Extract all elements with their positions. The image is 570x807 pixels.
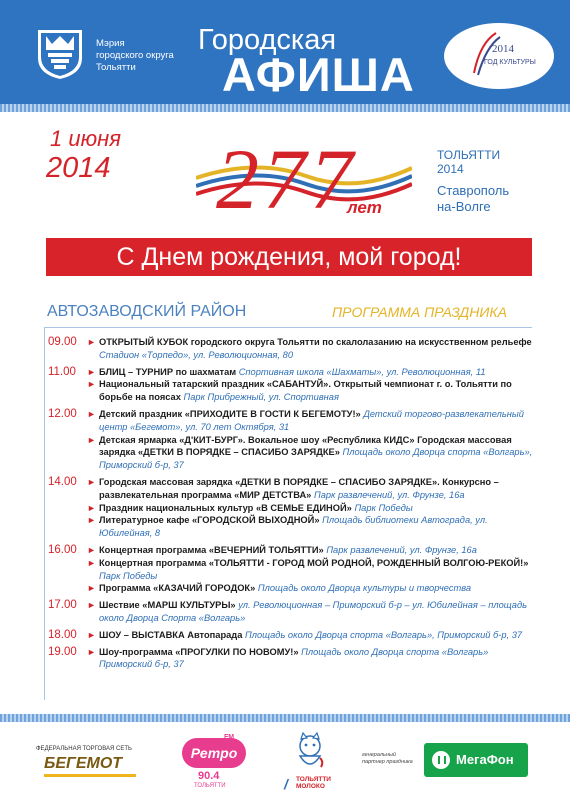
bullet-icon: ► (87, 646, 96, 657)
mayor-line: Тольятти (96, 62, 136, 73)
item-place: Площадь около Дворца спорта «Волгарь», Приморский б-р, 37 (99, 447, 533, 471)
schedule-item (87, 366, 534, 379)
item-title: Шоу-программа «ПРОГУЛКИ ПО НОВОМУ!» (99, 646, 299, 657)
item-place: Парк Победы (354, 502, 413, 513)
slot-time: 19.00 (48, 645, 77, 658)
general-partner-caption (362, 752, 422, 772)
cat-mascot-icon (290, 732, 330, 772)
item-place: Спортивная школа «Шахматы», ул. Революционная, 11 (238, 366, 486, 377)
item-title: Детский праздник «ПРИХОДИТЕ В ГОСТИ К БЕГЕМОТУ!» (99, 408, 361, 419)
schedule-top-rule (44, 327, 532, 328)
old-name-line2: на-Волге (437, 199, 491, 214)
old-name-line1: Ставрополь (437, 183, 510, 198)
begemot-name: БЕГЕМОТ (44, 755, 123, 772)
milk-brand (296, 776, 331, 790)
megafon-logo-icon (432, 751, 450, 769)
partner-line2: партнер праздника (362, 759, 413, 765)
retro-fm: FM (224, 734, 235, 741)
bullet-icon: ► (87, 600, 96, 611)
schedule-item (87, 599, 534, 625)
schedule-item (87, 629, 534, 642)
bullet-icon: ► (87, 629, 96, 640)
bullet-icon: ► (87, 408, 96, 419)
schedule-slot (44, 336, 534, 362)
schedule-slot (44, 476, 534, 540)
bullet-icon: ► (87, 515, 96, 526)
item-place: Площадь около Дворца спорта «Волгарь», Приморский б-р, 37 (244, 629, 523, 640)
sponsor-retro-fm (182, 734, 252, 796)
sponsor-tolyatti-milk (278, 732, 348, 796)
item-title: Концертная программа «ТОЛЬЯТТИ - ГОРОД МОЙ РОДНОЙ, РОЖДЕННЫЙ ВОЛГОЮ-РЕКОЙ!» (99, 557, 529, 568)
footer-divider (0, 714, 570, 722)
sponsor-megafon (424, 743, 528, 777)
schedule-item (87, 336, 534, 362)
culture-swoosh-icon (444, 23, 554, 89)
item-title: Национальный татарский праздник «САБАНТУЙ». Открытый чемпионат г. о. Тольятти по борьбе на поясах (99, 379, 512, 403)
bullet-icon: ► (87, 434, 96, 445)
schedule-item (87, 476, 534, 502)
sponsor-begemot (36, 746, 154, 786)
schedule-slot (44, 629, 534, 642)
slot-time: 09.00 (48, 336, 77, 348)
item-place: ул. Революционная – Приморский б-р – ул. Юбилейная – площадь около Дворца Спорта «Волгарь» (99, 600, 527, 623)
slot-time: 14.00 (48, 475, 77, 488)
slot-time: 16.00 (48, 543, 77, 556)
item-place: Площадь около Дворца спорта «Волгарь» Приморский б-р, 37 (99, 646, 489, 670)
banner-text: С Днем рождения, мой город! (116, 243, 462, 271)
milk-name-line1: ТОЛЬЯТТИ (296, 776, 331, 783)
partner-line1: генеральный (362, 752, 396, 758)
item-title: ШОУ – ВЫСТАВКА Автопарада (99, 629, 243, 640)
schedule-item (87, 514, 534, 540)
bullet-icon: ► (87, 366, 96, 377)
city-crest-icon (36, 28, 84, 80)
slot-time: 18.00 (48, 628, 77, 641)
schedule-item (87, 502, 534, 515)
schedule-item (87, 408, 534, 434)
schedule-slot (44, 408, 534, 472)
bullet-icon: ► (87, 502, 96, 513)
schedule-item (87, 544, 534, 557)
retro-frequency: 90.4 (198, 770, 220, 782)
item-title: Шествие «МАРШ КУЛЬТУРЫ» (99, 600, 236, 611)
sponsors-footer (0, 722, 570, 807)
milk-name-line2: МОЛОКО (296, 783, 325, 790)
culture-year: 2014 (492, 43, 514, 55)
item-place: Парк развлечений, ул. Фрунзе, 16а (326, 544, 477, 555)
begemot-caption: ФЕДЕРАЛЬНАЯ ТОРГОВАЯ СЕТЬ (36, 746, 132, 752)
schedule-slot (44, 599, 534, 625)
bullet-icon: ► (87, 557, 96, 568)
bullet-icon: ► (87, 544, 96, 555)
district-title: АВТОЗАВОДСКИЙ РАЙОН (47, 303, 247, 320)
item-place: Площадь около Дворца культуры и творчества (257, 583, 472, 594)
slot-time: 11.00 (48, 365, 76, 378)
schedule-item (87, 434, 534, 472)
culture-name: ГОД КУЛЬТУРЫ (484, 59, 536, 66)
bullet-icon: ► (87, 379, 96, 390)
birthday-banner (46, 238, 532, 276)
bullet-icon: ► (87, 476, 96, 487)
schedule-item (87, 557, 534, 583)
item-place: Парк Прибрежный, ул. Спортивная (183, 392, 339, 403)
item-title: Литературное кафе «ГОРОДСКОЙ ВЫХОДНОЙ» (99, 515, 320, 526)
header (0, 0, 570, 106)
schedule-slot (44, 544, 534, 595)
item-title: ОТКРЫТЫЙ КУБОК городского округа Тольятти по скалолазанию на искусственном рельефе (99, 337, 532, 347)
city-year: 2014 (437, 162, 464, 176)
milk-mark-icon: / (284, 776, 288, 792)
megafon-name: МегаФон (456, 752, 514, 767)
item-title: Городская массовая зарядка «ДЕТКИ В ПОРЯДКЕ – СПАСИБО ЗАРЯДКЕ». Конкурсно – развлекательная программа «МИР ДЕТСТВА» (99, 476, 499, 500)
begemot-underline (44, 774, 136, 777)
retro-city: ТОЛЬЯТТИ (194, 783, 226, 789)
schedule-item (87, 378, 534, 404)
item-title: Концертная программа «ВЕЧЕРНИЙ ТОЛЬЯТТИ» (99, 544, 324, 555)
mayor-caption (96, 38, 196, 74)
mayor-line: Мэрия (96, 38, 125, 49)
item-place: Площадь библиотеки Автограда, ул. Юбилейная, 8 (99, 515, 488, 539)
event-day: 1 июня (50, 126, 121, 151)
item-title: БЛИЦ – ТУРНИР по шахматам (99, 366, 237, 377)
year-of-culture-logo (444, 23, 554, 89)
item-place: Детский торгово-развлекательный центр «Бегемот», ул. 70 лет Октября, 31 (99, 408, 524, 432)
program-title: ПРОГРАММА ПРАЗДНИКА (332, 304, 507, 320)
item-title: Программа «КАЗАЧИЙ ГОРОДОК» (99, 583, 256, 594)
item-place: Парк развлечений, ул. Фрунзе, 16а (313, 489, 465, 500)
slot-time: 17.00 (48, 599, 77, 612)
schedule-slot (44, 366, 534, 404)
jubilee-number: 277 (216, 131, 357, 224)
item-title: Детская ярмарка «Д'КИТ-БУРГ». Вокальное шоу «Республика КИДС» Городская массовая зарядка «ДЕТКИ В ПОРЯДКЕ – СПАСИБО ЗАРЯДКЕ» (99, 434, 512, 458)
mayor-line: городского округа (96, 50, 174, 61)
old-city-name (437, 183, 509, 215)
item-place: Стадион «Торпедо», ул. Революционная, 80 (99, 349, 294, 360)
event-year: 2014 (46, 152, 111, 184)
retro-name: Ретро (182, 738, 246, 768)
bullet-icon: ► (87, 337, 96, 347)
title-line1: Городская (198, 24, 337, 56)
schedule (44, 336, 534, 671)
header-divider (0, 104, 570, 112)
schedule-slot (44, 646, 534, 672)
title-line2: АФИША (222, 48, 415, 101)
city-block (437, 148, 500, 176)
slot-time: 12.00 (48, 407, 77, 420)
bullet-icon: ► (87, 583, 96, 594)
item-place: Парк Победы (99, 570, 158, 581)
item-title: Праздник национальных культур «В СЕМЬЕ ЕДИНОЙ» (99, 502, 352, 513)
jubilee-years-word: лет (347, 198, 382, 217)
city-name: ТОЛЬЯТТИ (437, 148, 501, 162)
schedule-item (87, 582, 534, 595)
schedule-item (87, 646, 534, 672)
